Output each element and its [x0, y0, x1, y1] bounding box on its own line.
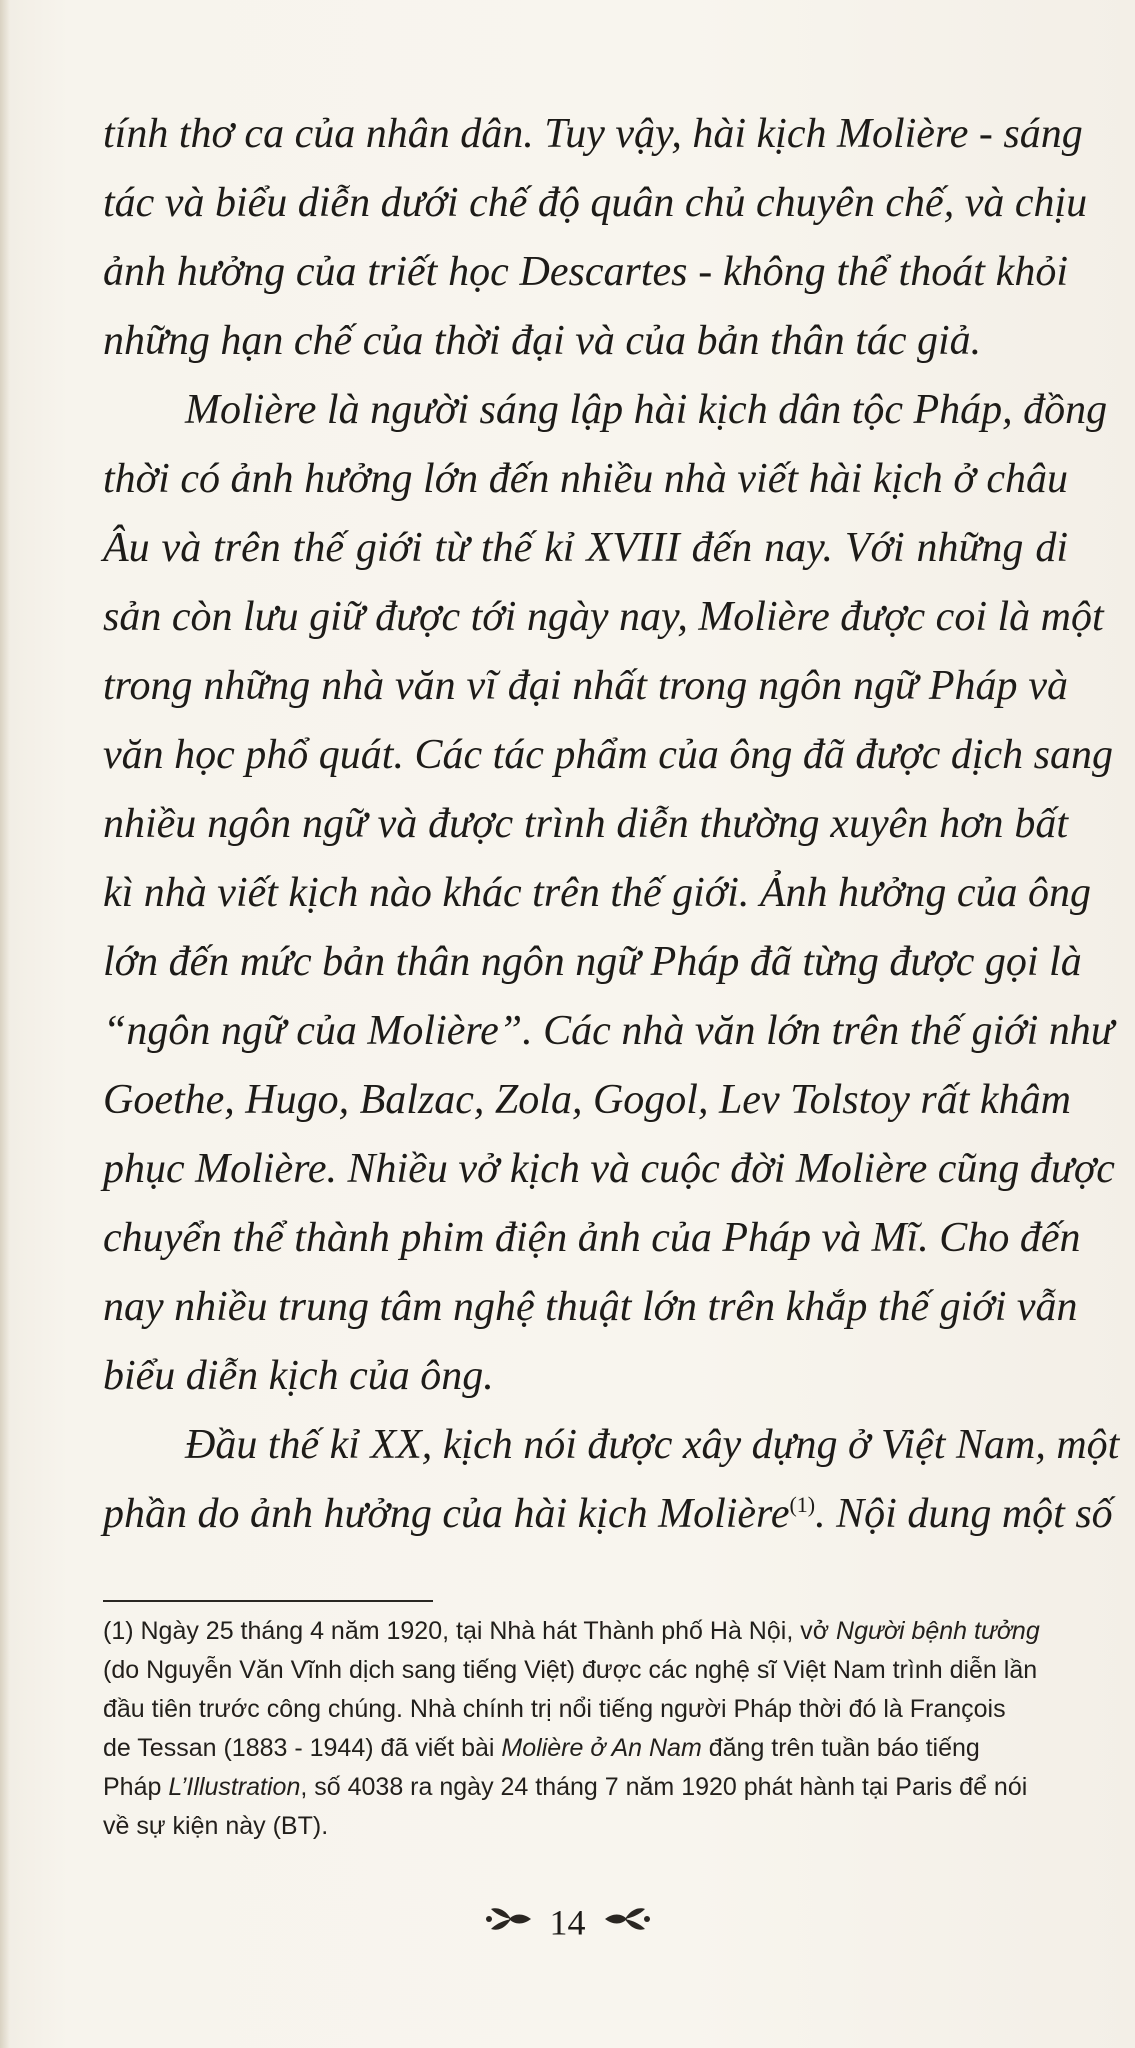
- text-segment: (1) Ngày 25 tháng 4 năm 1920, tại Nhà hát Thành phố Hà Nội, vở: [103, 1617, 837, 1645]
- footnote-line: (do Nguyễn Văn Vĩnh dịch sang tiếng Việt) được các nghệ sĩ Việt Nam trình diễn lần: [103, 1656, 1038, 1684]
- footnote-line: đầu tiên trước công chúng. Nhà chính trị nổi tiếng người Pháp thời đó là François: [103, 1695, 1006, 1723]
- text-line: tác và biểu diễn dưới chế độ quân chủ chuyên chế, và chịu: [103, 180, 1088, 226]
- text-line: tính thơ ca của nhân dân. Tuy vậy, hài kịch Molière - sáng: [103, 111, 1083, 157]
- text-segment: Pháp: [103, 1773, 169, 1801]
- text-line: sản còn lưu giữ được tới ngày nay, Molière được coi là một: [103, 594, 1104, 640]
- floral-ornament-icon: [485, 1902, 533, 1944]
- text-line: nay nhiều trung tâm nghệ thuật lớn trên khắp thế giới vẫn: [103, 1284, 1078, 1330]
- play-title: Người bệnh tưởng: [836, 1617, 1040, 1645]
- text-segment: , số 4038 ra ngày 24 tháng 7 năm 1920 phát hành tại Paris để nói: [300, 1773, 1028, 1801]
- newspaper-title: L’Illustration: [168, 1773, 301, 1801]
- paragraph-1: [103, 100, 1088, 376]
- text-line: Đầu thế kỉ XX, kịch nói được xây dựng ở Việt Nam, một: [185, 1422, 1120, 1468]
- page-number-text: 14: [549, 1902, 586, 1943]
- text-line: Goethe, Hugo, Balzac, Zola, Gogol, Lev Tolstoy rất khâm: [103, 1077, 1071, 1123]
- text-line: “ngôn ngữ của Molière”. Các nhà văn lớn trên thế giới như: [103, 1008, 1114, 1054]
- text-segment: . Nội dung một số: [815, 1491, 1113, 1537]
- text-line: Molière là người sáng lập hài kịch dân tộc Pháp, đồng: [185, 387, 1108, 433]
- text-line: văn học phổ quát. Các tác phẩm của ông đã được dịch sang: [103, 732, 1114, 778]
- footnote-reference[interactable]: (1): [789, 1492, 816, 1517]
- text-line: những hạn chế của thời đại và của bản thân tác giả.: [103, 318, 982, 364]
- page-number: [0, 1898, 1135, 1944]
- main-text: [103, 100, 1120, 1549]
- footnote-line: [103, 1612, 1058, 1651]
- page-edge-shadow: [0, 0, 10, 2048]
- paragraph-2: [103, 376, 1115, 1411]
- paragraph-3: [103, 1411, 1120, 1549]
- text-line: phục Molière. Nhiều vở kịch và cuộc đời Molière cũng được: [103, 1146, 1115, 1192]
- text-line: kì nhà viết kịch nào khác trên thế giới. Ảnh hưởng của ông: [103, 870, 1092, 916]
- text-line: biểu diễn kịch của ông.: [103, 1353, 494, 1399]
- text-line: trong những nhà văn vĩ đại nhất trong ngôn ngữ Pháp và: [103, 663, 1068, 709]
- text-line: chuyển thể thành phim điện ảnh của Pháp và Mĩ. Cho đến: [103, 1215, 1081, 1261]
- article-title: Molière ở An Nam: [501, 1734, 702, 1762]
- footnote: [103, 1612, 1058, 1846]
- floral-ornament-icon: [603, 1902, 651, 1944]
- footnote-divider: [103, 1600, 433, 1602]
- text-line: lớn đến mức bản thân ngôn ngữ Pháp đã từng được gọi là: [103, 939, 1082, 985]
- text-line: thời có ảnh hưởng lớn đến nhiều nhà viết hài kịch ở châu: [103, 456, 1068, 502]
- text-segment: phần do ảnh hưởng của hài kịch Molière: [103, 1491, 790, 1537]
- footnote-line: về sự kiện này (BT).: [103, 1812, 329, 1840]
- text-segment: đăng trên tuần báo tiếng: [701, 1734, 980, 1762]
- text-line: Âu và trên thế giới từ thế kỉ XVIII đến nay. Với những di: [103, 525, 1068, 571]
- footnote-line: [103, 1768, 1058, 1807]
- footnote-line: [103, 1729, 1058, 1768]
- text-line: ảnh hưởng của triết học Descartes - không thể thoát khỏi: [103, 249, 1068, 295]
- text-line: nhiều ngôn ngữ và được trình diễn thường xuyên hơn bất: [103, 801, 1068, 847]
- text-segment: de Tessan (1883 - 1944) đã viết bài: [103, 1734, 502, 1762]
- text-line: [103, 1480, 1113, 1549]
